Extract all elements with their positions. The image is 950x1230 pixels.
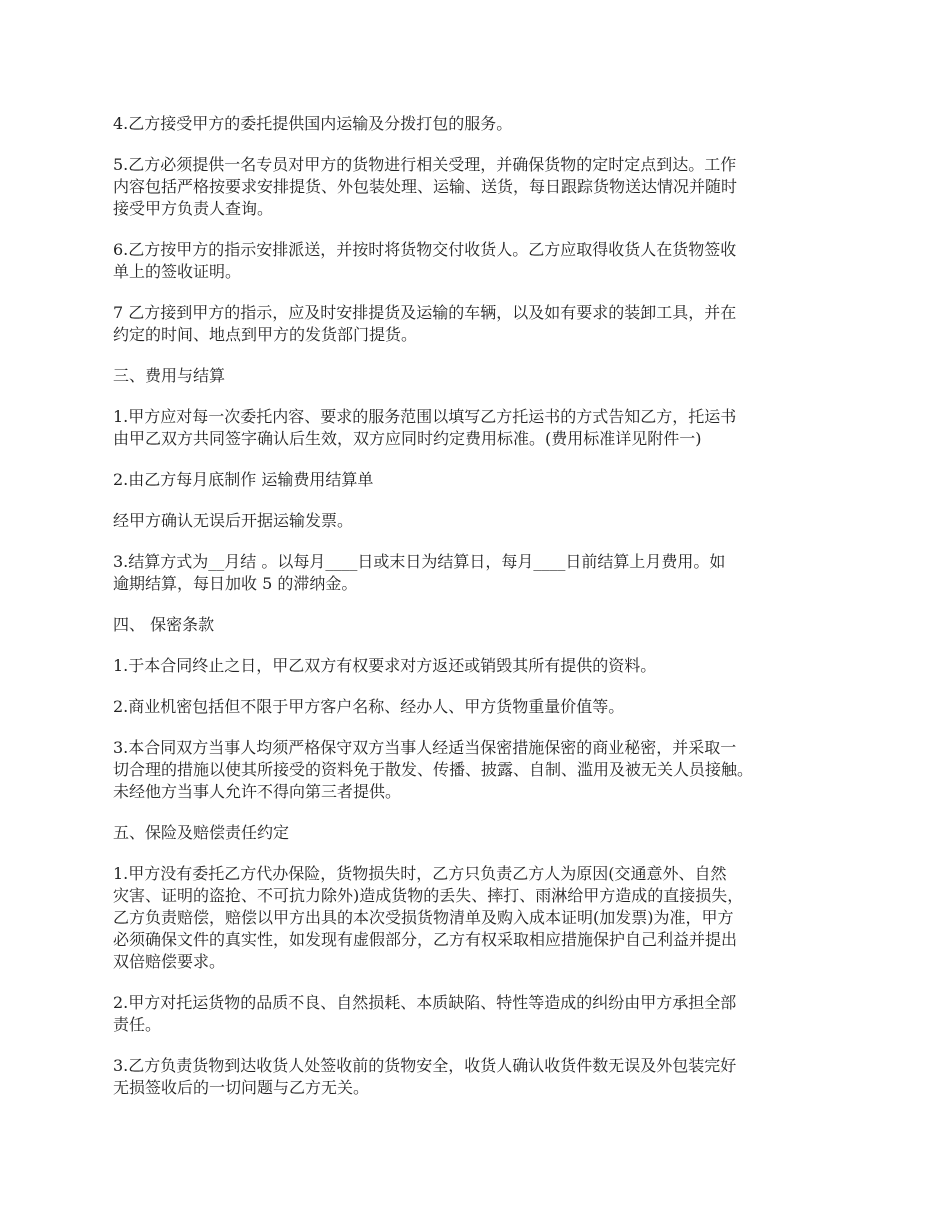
paragraph [113, 113, 853, 135]
text-line: 未经他方当事人允许不得向第三者提供。 [113, 782, 402, 801]
paragraph [113, 737, 853, 803]
text-line: 责任。 [113, 1015, 162, 1034]
paragraph [113, 154, 853, 220]
text-line: 内容包括严格按要求安排提货、外包装处理、运输、送货，每日跟踪货物送达情况并随时 [113, 177, 738, 196]
text-line: 2.由乙方每月底制作 运输费用结算单 [113, 470, 374, 489]
paragraph [113, 302, 853, 346]
paragraph [113, 614, 853, 636]
text-line: 1.甲方没有委托乙方代办保险，货物损失时，乙方只负责乙方人为原因(交通意外、自然 [113, 864, 727, 883]
text-line: 逾期结算，每日加收 5 的滞纳金。 [113, 574, 358, 593]
text-line: 切合理的措施以使其所接受的资料免于散发、传播、披露、自制、滥用及被无关人员接触。 [113, 760, 754, 779]
text-line: 单上的签收证明。 [113, 262, 242, 281]
paragraph [113, 992, 853, 1036]
text-line: 五、保险及赔偿责任约定 [113, 823, 290, 842]
paragraph [113, 696, 853, 718]
text-line: 由甲乙双方共同签字确认后生效，双方应同时约定费用标准。(费用标准详见附件一) [113, 429, 702, 448]
paragraph [113, 365, 853, 387]
paragraph [113, 510, 853, 532]
text-line: 1.甲方应对每一次委托内容、要求的服务范围以填写乙方托运书的方式告知乙方，托运书 [113, 407, 737, 426]
text-line: 必须确保文件的真实性，如发现有虚假部分，乙方有权采取相应措施保护自己利益并提出 [113, 930, 738, 949]
text-line: 1.于本合同终止之日，甲乙双方有权要求对方返还或销毁其所有提供的资料。 [113, 656, 657, 675]
text-line: 3.乙方负责货物到达收货人处签收前的货物安全，收货人确认收货件数无误及外包装完好 [113, 1056, 737, 1075]
text-line: 接受甲方负责人查询。 [113, 199, 274, 218]
text-line: 7 乙方接到甲方的指示，应及时安排提货及运输的车辆，以及如有要求的装卸工具，并在 [113, 303, 737, 322]
text-line: 双倍赔偿要求。 [113, 952, 226, 971]
text-line: 6.乙方按甲方的指示安排派送，并按时将货物交付收货人。乙方应取得收货人在货物签收 [113, 240, 737, 259]
text-line: 3.本合同双方当事人均须严格保守双方当事人经适当保密措施保密的商业秘密，并采取一 [113, 738, 737, 757]
text-line: 灾害、证明的盗抢、不可抗力除外)造成货物的丢失、摔打、雨淋给甲方造成的直接损失， [113, 886, 744, 905]
paragraph [113, 863, 853, 973]
text-line: 2.商业机密包括但不限于甲方客户名称、经办人、甲方货物重量价值等。 [113, 697, 625, 716]
paragraph [113, 406, 853, 450]
text-line: 三、费用与结算 [113, 366, 226, 385]
text-line: 乙方负责赔偿，赔偿以甲方出具的本次受损货物清单及购入成本证明(加发票)为准，甲方 [113, 908, 734, 927]
text-line: 经甲方确认无误后开据运输发票。 [113, 511, 354, 530]
text-line: 3.结算方式为__月结 。以每月____日或末日为结算日，每月____日前结算上月费用。如 [113, 552, 726, 571]
paragraph [113, 239, 853, 283]
paragraph [113, 469, 853, 491]
document-body [113, 113, 853, 1118]
paragraph [113, 655, 853, 677]
paragraph [113, 822, 853, 844]
text-line: 4.乙方接受甲方的委托提供国内运输及分拨打包的服务。 [113, 114, 513, 133]
text-line: 2.甲方对托运货物的品质不良、自然损耗、本质缺陷、特性等造成的纠纷由甲方承担全部 [113, 993, 737, 1012]
text-line: 约定的时间、地点到甲方的发货部门提货。 [113, 325, 418, 344]
paragraph [113, 1055, 853, 1099]
paragraph [113, 551, 853, 595]
text-line: 四、 保密条款 [113, 615, 215, 634]
text-line: 5.乙方必须提供一名专员对甲方的货物进行相关受理，并确保货物的定时定点到达。工作 [113, 155, 737, 174]
text-line: 无损签收后的一切问题与乙方无关。 [113, 1078, 370, 1097]
